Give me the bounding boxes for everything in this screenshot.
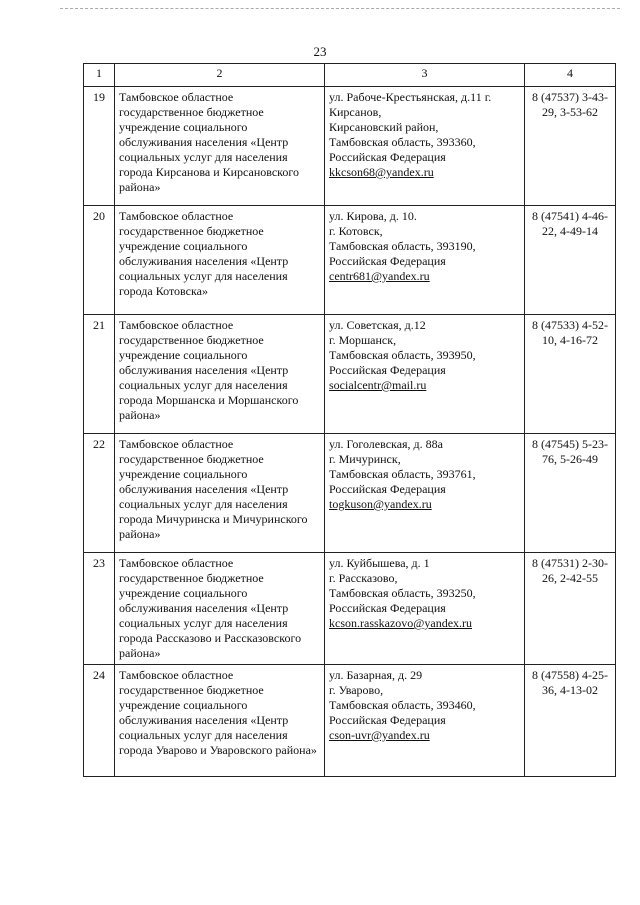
organization-name: Тамбовское областное государственное бюджетное учреждение социального обслуживания населения «Центр социальных услуг для населения города Рассказово и Рассказовского района» <box>115 553 325 665</box>
phone-numbers: 8 (47558) 4-25-36, 4-13-02 <box>525 665 616 777</box>
row-number: 23 <box>84 553 115 665</box>
table-row <box>84 665 616 777</box>
email-link[interactable]: socialcentr@mail.ru <box>329 378 427 392</box>
address-line: г. Моршанск, <box>329 333 397 347</box>
address-line: Российская Федерация <box>329 713 446 727</box>
organization-name: Тамбовское областное государственное бюджетное учреждение социального обслуживания населения «Центр социальных услуг для населения города Кирсанова и Кирсановского района» <box>115 87 325 206</box>
phone-numbers: 8 (47541) 4-46-22, 4-49-14 <box>525 206 616 315</box>
row-number: 22 <box>84 434 115 553</box>
address-cell <box>325 315 525 434</box>
phone-numbers: 8 (47537) 3-43-29, 3-53-62 <box>525 87 616 206</box>
address-line: ул. Гоголевская, д. 88а <box>329 437 443 451</box>
phone-numbers: 8 (47533) 4-52-10, 4-16-72 <box>525 315 616 434</box>
address-line: г. Уварово, <box>329 683 384 697</box>
address-line: г. Мичуринск, <box>329 452 401 466</box>
address-line: Российская Федерация <box>329 363 446 377</box>
phone-numbers: 8 (47531) 2-30-26, 2-42-55 <box>525 553 616 665</box>
header-col-1: 1 <box>84 64 115 87</box>
row-number: 21 <box>84 315 115 434</box>
header-col-4: 4 <box>525 64 616 87</box>
address-cell <box>325 553 525 665</box>
address-line: г. Котовск, <box>329 224 383 238</box>
address-line: Российская Федерация <box>329 254 446 268</box>
address-line: Тамбовская область, 393761, <box>329 467 476 481</box>
email-link[interactable]: cson-uvr@yandex.ru <box>329 728 430 742</box>
table-row <box>84 206 616 315</box>
address-line: Тамбовская область, 393460, <box>329 698 476 712</box>
header-col-2: 2 <box>115 64 325 87</box>
address-line: Российская Федерация <box>329 482 446 496</box>
organizations-table <box>83 63 616 777</box>
address-line: Российская Федерация <box>329 601 446 615</box>
email-link[interactable]: centr681@yandex.ru <box>329 269 430 283</box>
address-cell <box>325 206 525 315</box>
table-row <box>84 553 616 665</box>
address-line: Российская Федерация <box>329 150 446 164</box>
address-cell <box>325 434 525 553</box>
address-cell <box>325 665 525 777</box>
organization-name: Тамбовское областное государственное бюджетное учреждение социального обслуживания населения «Центр социальных услуг для населения города Котовска» <box>115 206 325 315</box>
address-line: ул. Советская, д.12 <box>329 318 426 332</box>
row-number: 24 <box>84 665 115 777</box>
table-row <box>84 434 616 553</box>
address-line: Тамбовская область, 393250, <box>329 586 476 600</box>
address-line: ул. Базарная, д. 29 <box>329 668 423 682</box>
organization-name: Тамбовское областное государственное бюджетное учреждение социального обслуживания населения «Центр социальных услуг для населения города Моршанска и Моршанского района» <box>115 315 325 434</box>
address-line: Тамбовская область, 393950, <box>329 348 476 362</box>
email-link[interactable]: togkuson@yandex.ru <box>329 497 432 511</box>
row-number: 20 <box>84 206 115 315</box>
table-row <box>84 87 616 206</box>
page-number: 23 <box>313 44 327 59</box>
address-line: Кирсановский район, <box>329 120 439 134</box>
address-line: ул. Куйбышева, д. 1 <box>329 556 430 570</box>
organization-name: Тамбовское областное государственное бюджетное учреждение социального обслуживания населения «Центр социальных услуг для населения города Уварово и Уваровского района» <box>115 665 325 777</box>
address-line: ул. Рабоче-Крестьянская, д.11 г. Кирсанов, <box>329 90 492 119</box>
organization-name: Тамбовское областное государственное бюджетное учреждение социального обслуживания населения «Центр социальных услуг для населения города Мичуринска и Мичуринского района» <box>115 434 325 553</box>
phone-numbers: 8 (47545) 5-23-76, 5-26-49 <box>525 434 616 553</box>
address-line: ул. Кирова, д. 10. <box>329 209 417 223</box>
row-number: 19 <box>84 87 115 206</box>
email-link[interactable]: kkcson68@yandex.ru <box>329 165 434 179</box>
table-header-row <box>84 64 616 87</box>
email-link[interactable]: kcson.rasskazovo@yandex.ru <box>329 616 473 630</box>
header-col-3: 3 <box>325 64 525 87</box>
address-line: г. Рассказово, <box>329 571 398 585</box>
scan-edge-line <box>60 8 620 9</box>
address-line: Тамбовская область, 393190, <box>329 239 476 253</box>
address-cell <box>325 87 525 206</box>
table-row <box>84 315 616 434</box>
address-line: Тамбовская область, 393360, <box>329 135 476 149</box>
